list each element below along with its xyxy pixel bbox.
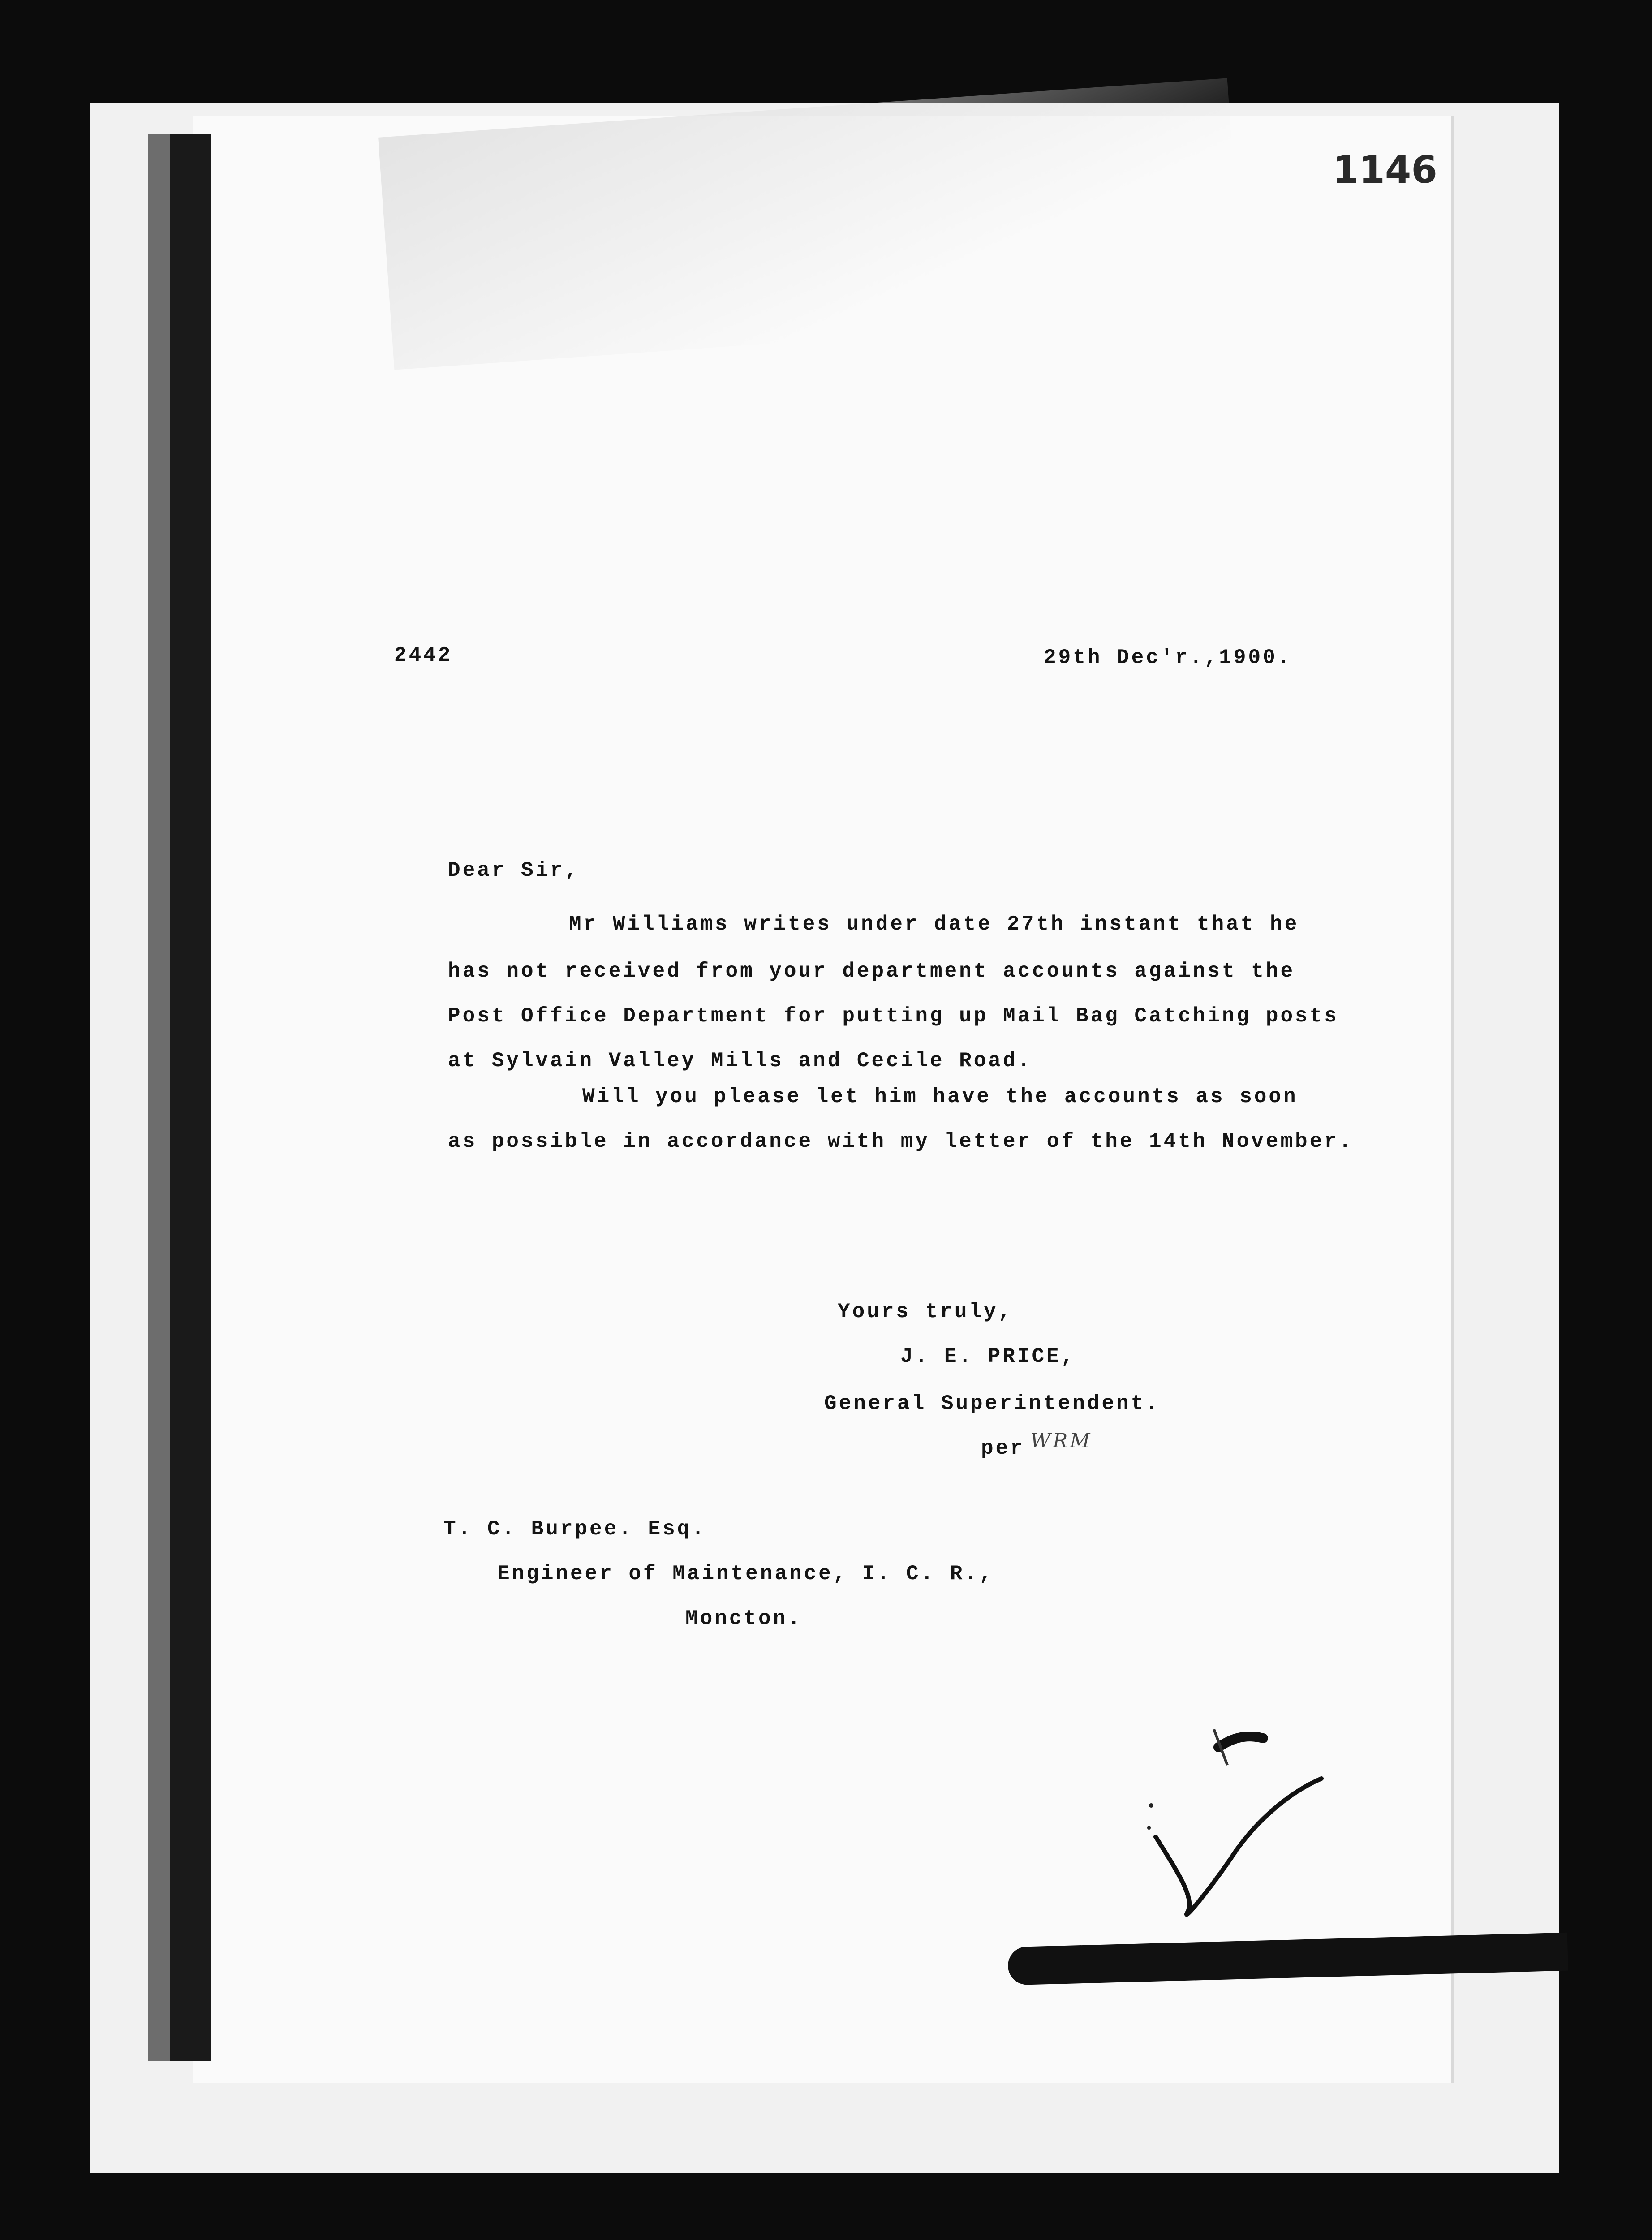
letter-date: 29th Dec'r.,1900. — [1044, 646, 1292, 669]
body-line: has not received from your department accounts against the — [448, 960, 1295, 983]
address-line: Moncton. — [685, 1607, 802, 1630]
body-line: at Sylvain Valley Mills and Cecile Road. — [448, 1049, 1032, 1073]
address-line: T. C. Burpee. Esq. — [443, 1517, 706, 1541]
body-line: Mr Williams writes under date 27th instant that he — [569, 913, 1299, 936]
body-line: Will you please let him have the accounts as soon — [582, 1085, 1298, 1108]
closing: Yours truly, — [838, 1300, 1013, 1323]
salutation: Dear Sir, — [448, 859, 580, 882]
address-line: Engineer of Maintenance, I. C. R., — [497, 1562, 994, 1585]
binding-strip — [170, 134, 211, 2061]
body-line: Post Office Department for putting up Mail Bag Catching posts — [448, 1004, 1339, 1028]
signer-title: General Superintendent. — [824, 1392, 1160, 1415]
signer-name: J. E. PRICE, — [900, 1345, 1076, 1368]
folio-number: 1146 — [1333, 148, 1437, 192]
letter-number: 2442 — [394, 644, 453, 667]
handwritten-mark — [1142, 1702, 1366, 1935]
body-line: as possible in accordance with my letter of the 14th November. — [448, 1130, 1354, 1153]
per-label: per — [981, 1437, 1025, 1460]
per-initials: WRM — [1030, 1430, 1093, 1452]
